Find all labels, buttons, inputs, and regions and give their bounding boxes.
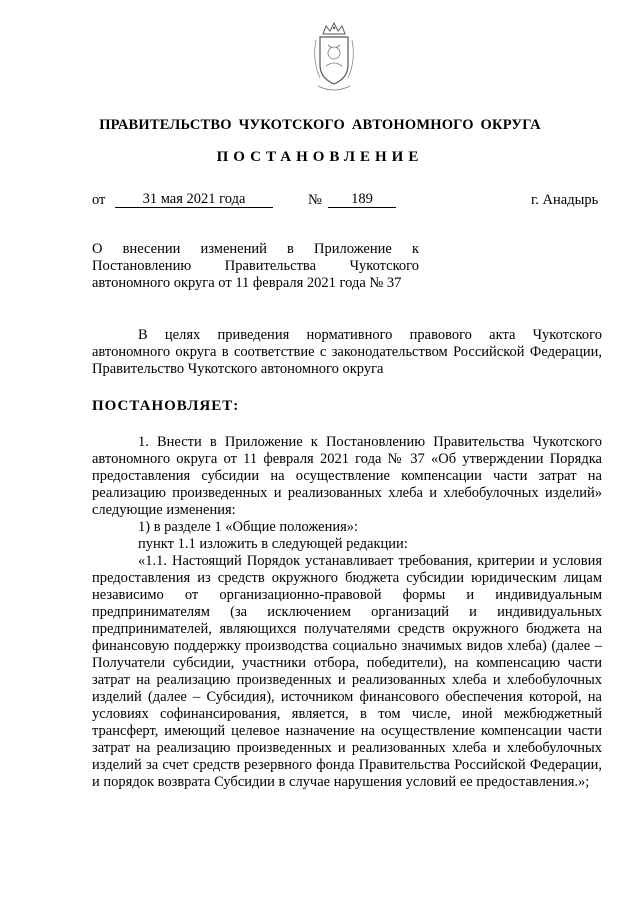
paragraph-3: пункт 1.1 изложить в следующей редакции:	[138, 536, 408, 552]
paragraph-2: 1) в разделе 1 «Общие положения»:	[138, 519, 359, 535]
paragraph-1: 1. Внести в Приложение к Постановлению Правительства Чукотского автономного округа от 11 февраля 2021 года № 37 «Об утверждении Порядка предоставления субсидии на осуществление компенсации части затрат на реализацию произведенных и реализованных хлеба и хлебобулочных изделий» следующие изменения:	[92, 434, 602, 518]
preamble-text: В целях приведения нормативного правового акта Чукотского автономного округа в соответствие с законодательством Российской Федерации, Правительство Чукотского автономного округа	[92, 327, 602, 377]
subject-line: Постановлению Правительства Чукотского	[92, 258, 419, 274]
from-label: от	[92, 192, 106, 208]
document-number: 189	[328, 192, 396, 208]
document-subject	[92, 241, 419, 292]
document-type: ПОСТАНОВЛЕНИЕ	[216, 149, 424, 165]
preamble	[92, 327, 602, 378]
document-body	[92, 434, 602, 791]
organization-title: ПРАВИТЕЛЬСТВО ЧУКОТСКОГО АВТОНОМНОГО ОКРУГА	[99, 117, 541, 133]
document-date: 31 мая 2021 года	[115, 192, 273, 208]
subject-line: автономного округа от 11 февраля 2021 года № 37	[92, 275, 402, 291]
resolve-heading: ПОСТАНОВЛЯЕТ:	[92, 398, 240, 414]
paragraph-4: «1.1. Настоящий Порядок устанавливает требования, критерии и условия предоставления из средств окружного бюджета субсидии юридическим лицам независимо от организационно-правовой формы и индивидуальным предпринимателям (за исключением организаций и индивидуальных предпринимателей, являющихся получателями средств окружного бюджета на финансовую поддержку производства социально значимых видов хлеба) (далее – Получатели субсидии, участники отбора, победители), на компенсацию части затрат на реализацию произведенных и реализованных хлеба и хлебобулочных изделий (далее – Субсидия), источником финансового обеспечения которой, на условиях софинансирования, является, в том числе, иной межбюджетный трансферт, имеющий целевое назначение на осуществление компенсации части затрат на реализацию произведенных и реализованных хлеба и хлебобулочных изделий за счет средств резервного фонда Правительства Российской Федерации, и порядок возврата Субсидии в случае нарушения условий ее предоставления.»;	[92, 553, 602, 790]
city: г. Анадырь	[531, 192, 599, 208]
number-label: №	[308, 192, 322, 208]
coat-of-arms-icon	[306, 20, 362, 104]
subject-line: О внесении изменений в Приложение к	[92, 241, 419, 257]
